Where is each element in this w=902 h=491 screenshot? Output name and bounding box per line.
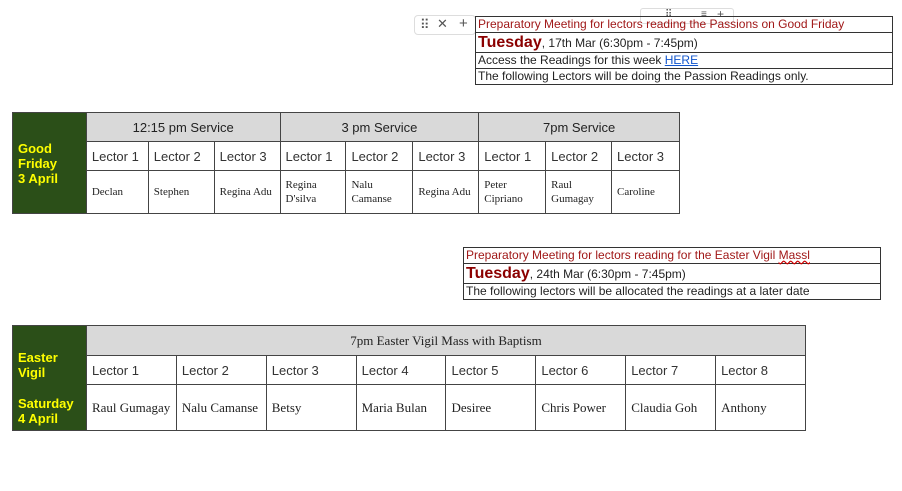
vigil-note: The following lectors will be allocated the readings at a later date [466,284,810,298]
lector-header: Lector 5 [446,356,536,385]
lector-header: Lector 2 [176,356,266,385]
label-line: 4 April [18,411,58,426]
lector-header: Lector 3 [214,142,280,171]
lector-header: Lector 8 [716,356,806,385]
lector-header: Lector 1 [86,356,176,385]
lector-name: Nalu Camanse [176,385,266,431]
lector-name: Chris Power [536,385,626,431]
meeting-date-row [476,33,892,53]
lector-name: Regina D'silva [280,171,346,214]
spelling-error-word[interactable]: Massl [778,248,810,262]
label-line: Good [18,140,52,156]
vigil-title-text: Preparatory Meeting for lectors reading for the Easter Vigil [466,248,779,262]
lector-name: Caroline [612,171,680,214]
lector-name: Peter Cipriano [479,171,546,214]
lector-header: Lector 1 [479,142,546,171]
lector-header: Lector 4 [356,356,446,385]
easter-vigil-meeting-box [463,247,881,300]
lector-header: Lector 2 [546,142,612,171]
vigil-meeting-date-row [464,264,880,284]
filter-icon[interactable]: ≡ [701,9,707,20]
lector-name: Anthony [716,385,806,431]
readings-link[interactable]: HERE [664,53,699,67]
table-handle-icon[interactable]: ⠿ [665,9,673,20]
drag-handle-icon[interactable]: ⠿ [420,17,430,32]
floating-toolbar [414,15,476,35]
label-line: Easter [18,350,58,365]
lector-name: Betsy [266,385,356,431]
label-spacer [18,380,81,396]
lector-name: Regina Adu [214,171,280,214]
service-header: 7pm Easter Vigil Mass with Baptism [86,326,805,356]
lector-header: Lector 7 [626,356,716,385]
lector-name: Desiree [446,385,536,431]
lector-name: Stephen [148,171,214,214]
good-friday-label [13,113,87,214]
good-friday-meeting-box [475,16,893,85]
access-readings-row [476,53,892,69]
vigil-meeting-date-time: , 24th Mar (6:30pm - 7:45pm) [529,267,686,281]
lector-name: Maria Bulan [356,385,446,431]
lector-name: Nalu Camanse [346,171,413,214]
lector-header: Lector 2 [346,142,413,171]
lector-header: Lector 3 [266,356,356,385]
service-header: 7pm Service [479,113,680,142]
lector-header: Lector 6 [536,356,626,385]
passion-note: The following Lectors will be doing the Passion Readings only. [478,69,809,83]
lector-name: Raul Gumagay [546,171,612,214]
lector-header: Lector 3 [413,142,479,171]
add-icon[interactable]: + [459,15,468,32]
lector-name: Claudia Goh [626,385,716,431]
label-line: Friday [18,155,58,171]
lector-name: Regina Adu [413,171,479,214]
access-text: Access the Readings for this week [478,53,665,67]
easter-vigil-label [13,326,87,431]
meeting-title: Preparatory Meeting for lectors reading the Passions on Good Friday [476,17,892,33]
meeting-day: Tuesday [478,34,542,51]
add-column-icon[interactable]: + [717,7,725,21]
service-header: 3 pm Service [280,113,479,142]
meeting-date-time: , 17th Mar (6:30pm - 7:45pm) [541,36,698,50]
lector-name: Declan [86,171,148,214]
lector-header: Lector 1 [86,142,148,171]
label-line: Saturday [18,396,74,411]
lector-header: Lector 2 [148,142,214,171]
good-friday-table [12,112,680,214]
label-line: 3 April [18,170,58,186]
label-line: Vigil [18,365,46,380]
unpin-icon[interactable]: ✕ [437,16,448,31]
service-header: 12:15 pm Service [86,113,280,142]
vigil-meeting-title [464,248,880,264]
lector-name: Raul Gumagay [86,385,176,431]
lector-header: Lector 3 [612,142,680,171]
lector-header: Lector 1 [280,142,346,171]
vigil-meeting-day: Tuesday [466,265,530,282]
easter-vigil-table [12,325,806,431]
